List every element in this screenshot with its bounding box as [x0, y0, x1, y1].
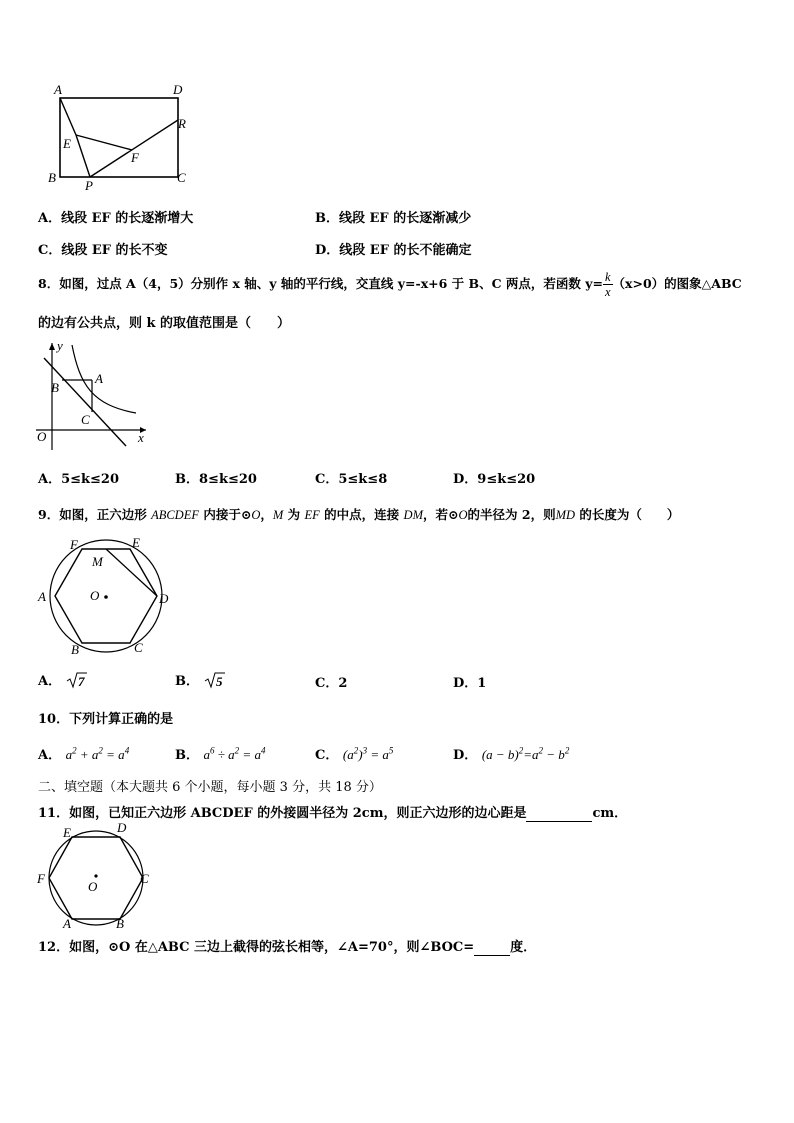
q8-option-a: A．5≤k≤20	[38, 472, 120, 487]
sqrt-icon	[66, 671, 88, 689]
q9-figure	[34, 532, 180, 660]
q11-label-C: C	[140, 871, 149, 886]
q9-label-E: E	[132, 535, 140, 550]
q8-label-B: B	[51, 380, 59, 395]
q10-option-d: D． $(a - b)^2=a^2 - b^2$	[453, 745, 570, 763]
q9-label-B: B	[71, 642, 79, 657]
q11-figure	[34, 820, 158, 936]
q9-label-F: F	[70, 537, 78, 552]
q12-answer-blank[interactable]	[474, 940, 510, 956]
q7-label-A: A	[54, 82, 62, 97]
q11-label-A: A	[63, 916, 71, 931]
q7-label-D: D	[173, 82, 183, 97]
q10-stem: 10．下列计算正确的是	[38, 712, 174, 727]
q7-option-a: A．线段 EF 的长逐渐增大	[38, 211, 194, 226]
q11-label-B: B	[116, 916, 124, 931]
q7-figure	[40, 80, 200, 190]
q9-option-d: D．1	[453, 676, 487, 691]
q9-label-D: D	[159, 591, 169, 606]
q8-label-x: x	[138, 430, 144, 445]
sqrt-icon	[204, 671, 226, 689]
q7-option-d: D．线段 EF 的长不能确定	[315, 243, 472, 258]
q8-stem-line1: 8．如图，过点 A（4，5）分别作 x 轴、y 轴的平行线，交直线 y=-x+6 于 B、C 两点，若函数 y= $\frac{k}{x}$ （x>0）的图象△ABC	[38, 270, 742, 299]
q12-stem: 12．如图，⊙O 在△ABC 三边上截得的弦长相等，∠A=70°，则∠BOC= 度．	[38, 940, 537, 955]
q11-label-E: E	[63, 825, 71, 840]
q9-option-c: C．2	[315, 676, 348, 691]
q9-stem: 9．如图，正六边形 ABCDEF 内接于⊙O，M 为 EF 的中点，连接 DM，若⊙O的半径为 2，则MD 的长度为（ ）	[38, 507, 680, 522]
q7-label-F: F	[131, 150, 139, 165]
svg-text:7: 7	[77, 674, 85, 689]
q7-option-c: C．线段 EF 的长不变	[38, 243, 168, 258]
q8-label-y: y	[57, 338, 63, 353]
q8-label-A: A	[95, 371, 103, 386]
q8-label-C: C	[81, 412, 90, 427]
q8-label-O: O	[37, 429, 47, 444]
q9-label-C: C	[134, 640, 143, 655]
q7-label-P: P	[85, 178, 93, 190]
q11-label-O: O	[88, 879, 98, 894]
q8-option-d: D．9≤k≤20	[453, 472, 536, 487]
q11-label-F: F	[37, 871, 45, 886]
svg-text:5: 5	[215, 674, 223, 689]
q11-label-D: D	[117, 820, 127, 835]
q10-option-c: C． $(a^2)^3 = a^5$	[315, 745, 394, 763]
q9-label-A: A	[38, 589, 46, 604]
q9-option-b: B． 5	[175, 670, 226, 689]
q9-option-a: A． 7	[38, 670, 88, 689]
q8-stem-line2: 的边有公共点，则 k 的取值范围是（ ）	[38, 316, 291, 331]
q7-label-C: C	[177, 170, 186, 185]
q10-option-b: B． $a^6 \div a^2 = a^4$	[175, 745, 266, 763]
q7-option-b: B．线段 EF 的长逐渐减少	[315, 211, 472, 226]
q9-label-O: O	[90, 588, 100, 603]
q10-option-a: A． $a^2 + a^2 = a^4$	[38, 745, 130, 763]
q8-figure	[34, 338, 154, 456]
q11-answer-blank[interactable]	[526, 806, 592, 822]
q8-option-c: C．5≤k≤8	[315, 472, 388, 487]
section-2-heading: 二、填空题（本大题共 6 个小题，每小题 3 分，共 18 分）	[38, 780, 382, 795]
q8-option-b: B．8≤k≤20	[175, 472, 257, 487]
q11-stem: 11．如图，已知正六边形 ABCDEF 的外接圆半径为 2cm，则正六边形的边心距是 cm．	[38, 806, 628, 821]
q7-label-E: E	[63, 136, 71, 151]
q9-label-M: M	[92, 554, 103, 569]
q7-label-B: B	[48, 170, 56, 185]
q7-label-R: R	[178, 116, 186, 131]
